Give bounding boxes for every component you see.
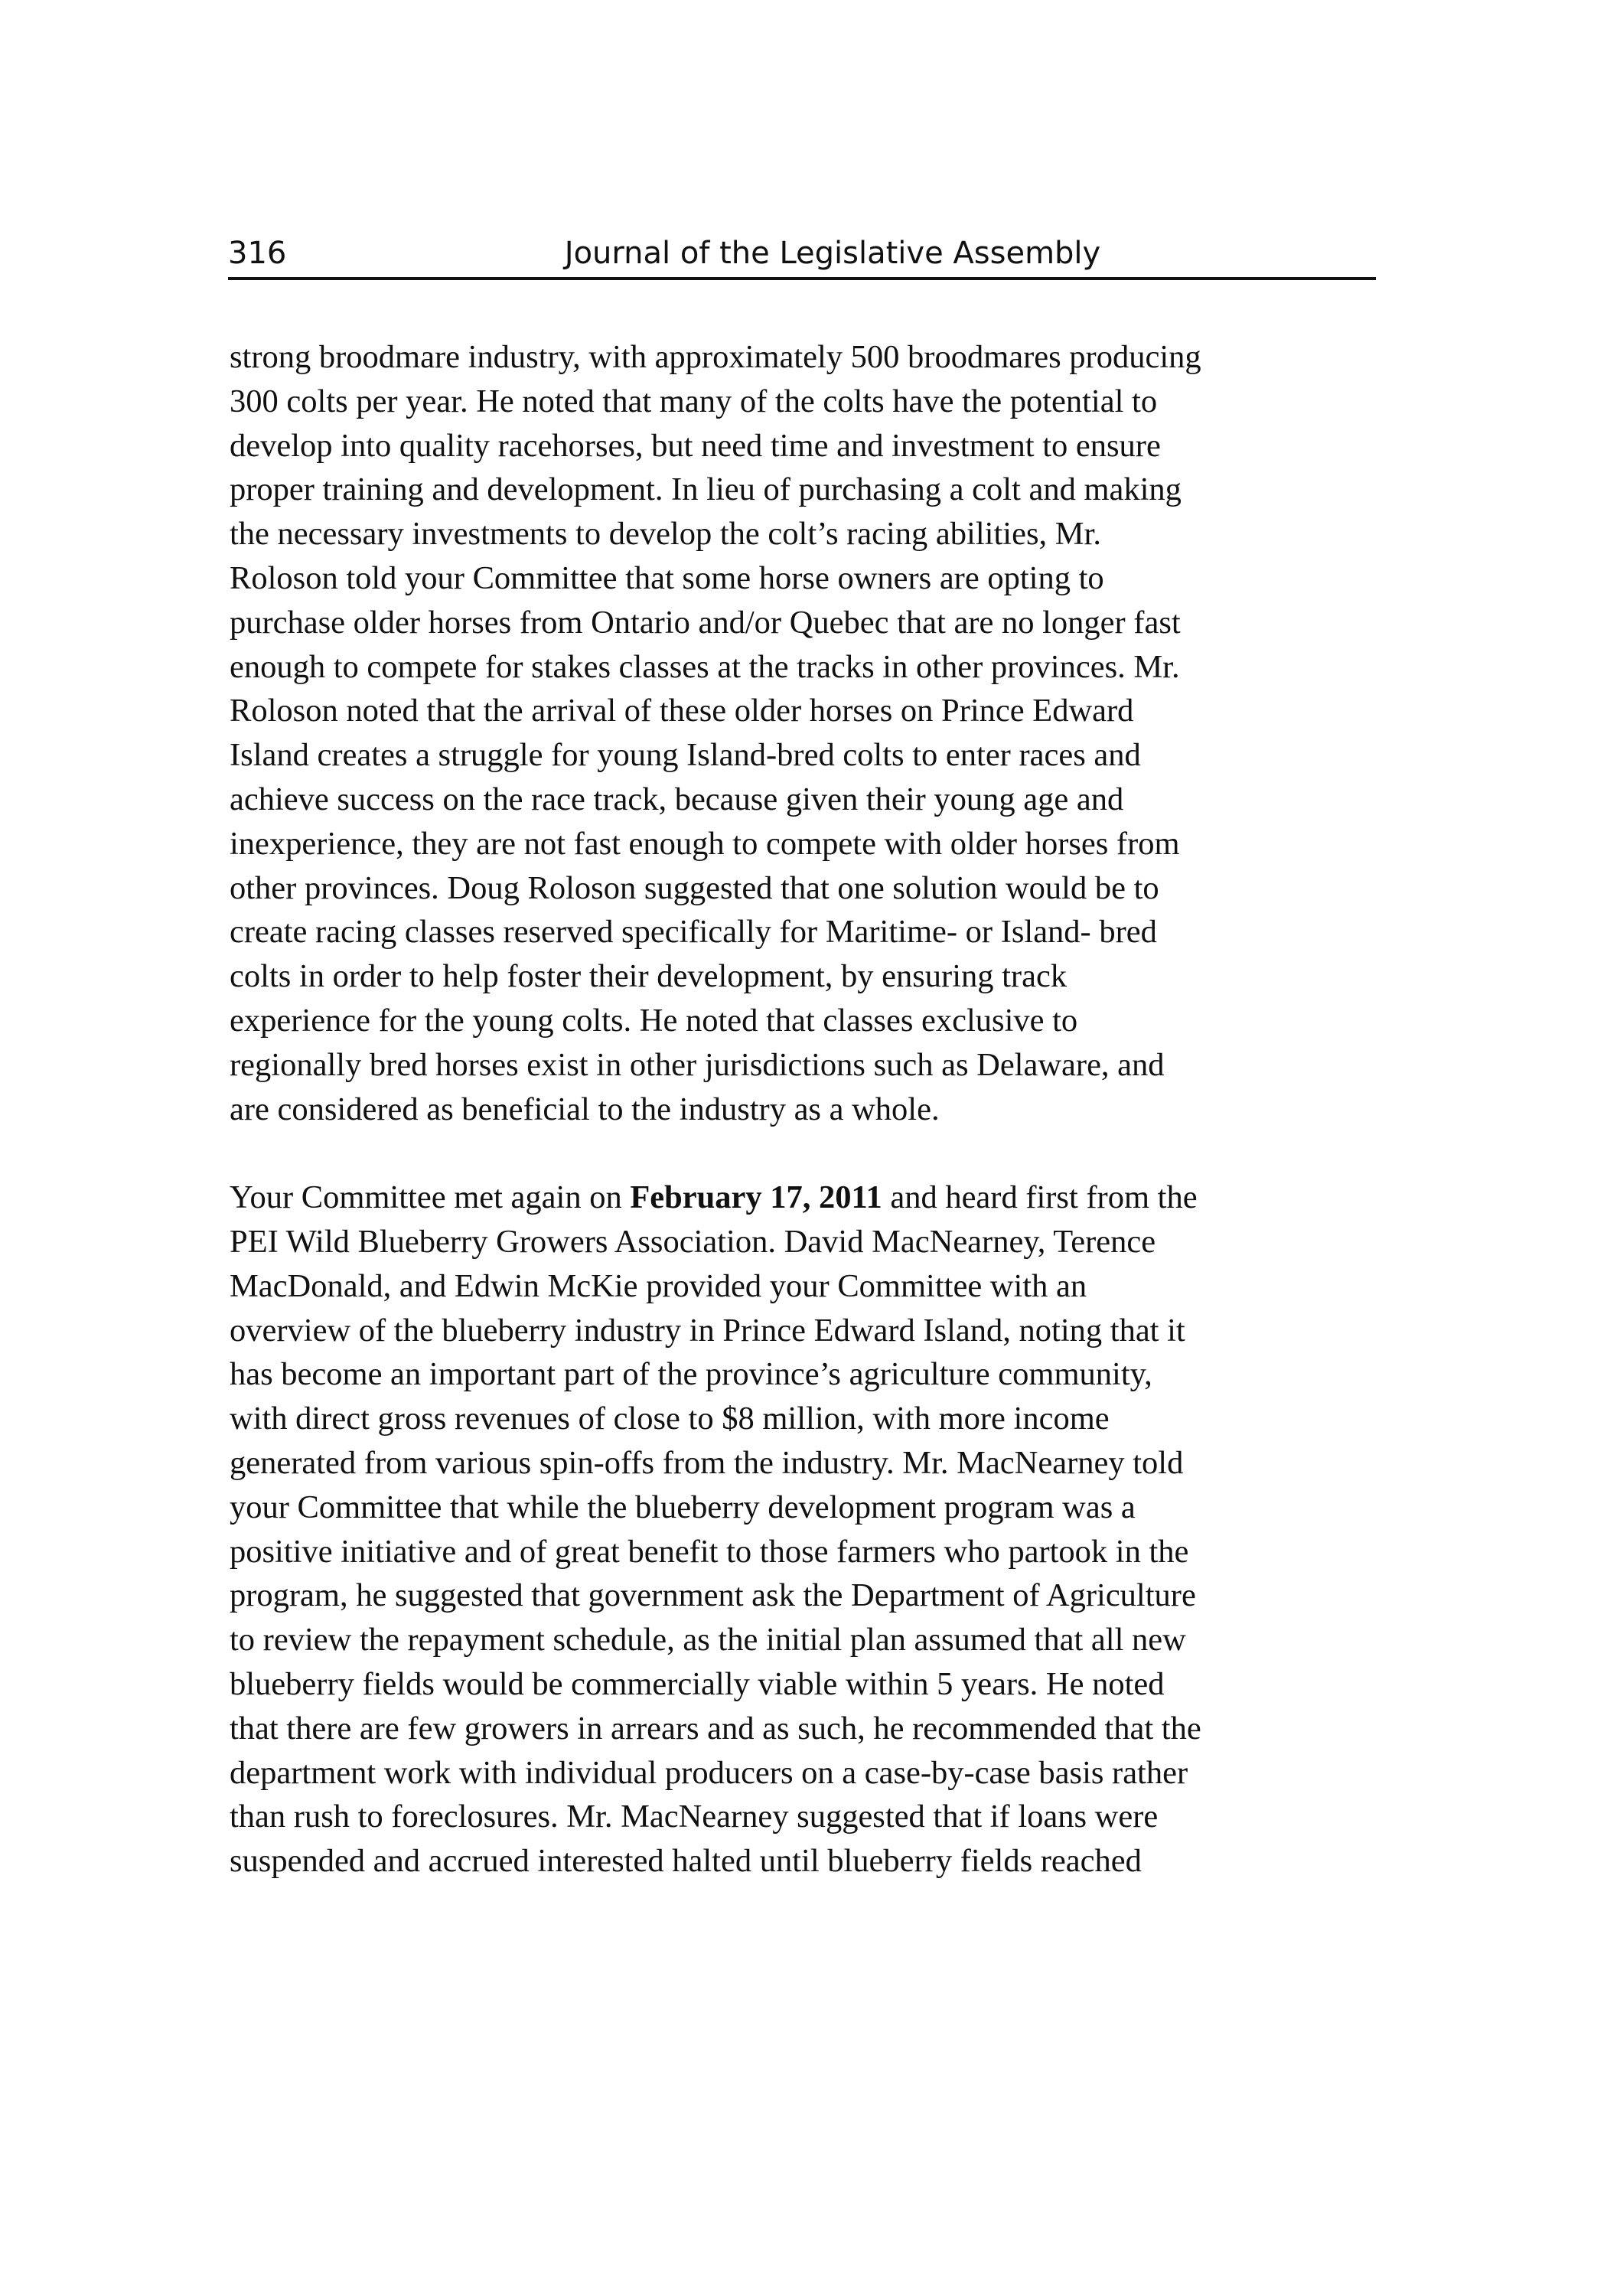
meeting-date: February 17, 2011	[630, 1179, 882, 1216]
paragraph-horse-racing	[230, 335, 1385, 1131]
text-segment: and heard first from the	[882, 1179, 1198, 1216]
body-text	[230, 335, 1385, 1883]
text-line: has become an important part of the province’s agriculture community,	[230, 1356, 1152, 1393]
text-line: create racing classes reserved specifically for Maritime- or Island- bred	[230, 914, 1157, 951]
text-line: that there are few growers in arrears and as such, he recommended that the	[230, 1710, 1201, 1746]
text-line: generated from various spin-offs from the industry. Mr. MacNearney told	[230, 1444, 1184, 1481]
text-line: the necessary investments to develop the colt’s racing abilities, Mr.	[230, 516, 1101, 553]
text-line: Roloson told your Committee that some horse owners are opting to	[230, 559, 1104, 596]
text-line: MacDonald, and Edwin McKie provided your Committee with an	[230, 1267, 1087, 1304]
text-line: colts in order to help foster their development, by ensuring track	[230, 958, 1068, 995]
text-line: suspended and accrued interested halted until blueberry fields reached	[230, 1843, 1142, 1880]
text-line: strong broodmare industry, with approximately 500 broodmares producing	[230, 339, 1201, 375]
text-line: 300 colts per year. He noted that many of the colts have the potential to	[230, 383, 1158, 419]
text-line: purchase older horses from Ontario and/or Quebec that are no longer fast	[230, 604, 1181, 641]
text-line: other provinces. Doug Roloson suggested that one solution would be to	[230, 869, 1159, 906]
text-line: with direct gross revenues of close to $8 million, with more income	[230, 1401, 1110, 1437]
text-line: achieve success on the race track, because given their young age and	[230, 781, 1124, 817]
text-line: PEI Wild Blueberry Growers Association. David MacNearney, Terence	[230, 1223, 1156, 1260]
text-line	[230, 1176, 1385, 1220]
text-line: to review the repayment schedule, as the initial plan assumed that all new	[230, 1622, 1186, 1658]
text-line: department work with individual producers on a case-by-case basis rather	[230, 1754, 1188, 1791]
text-line: are considered as beneficial to the industry as a whole.	[230, 1091, 940, 1127]
text-line: inexperience, they are not fast enough to compete with older horses from	[230, 825, 1180, 862]
text-line: regionally bred horses exist in other jurisdictions such as Delaware, and	[230, 1046, 1165, 1083]
running-title: Journal of the Legislative Assembly	[564, 236, 1101, 271]
text-line: program, he suggested that government ask the Department of Agriculture	[230, 1577, 1196, 1614]
text-line: blueberry fields would be commercially viable within 5 years. He noted	[230, 1665, 1165, 1702]
text-line: your Committee that while the blueberry development program was a	[230, 1489, 1136, 1525]
paragraph-blueberry-growers	[230, 1176, 1385, 1883]
text-segment: Your Committee met again on	[230, 1179, 631, 1216]
text-line: than rush to foreclosures. Mr. MacNearney suggested that if loans were	[230, 1799, 1159, 1835]
text-line: Island creates a struggle for young Island-bred colts to enter races and	[230, 737, 1141, 774]
text-line: proper training and development. In lieu of purchasing a colt and making	[230, 471, 1182, 508]
text-line: positive initiative and of great benefit to those farmers who partook in the	[230, 1533, 1189, 1570]
page-header	[228, 230, 1376, 280]
text-line: develop into quality racehorses, but need time and investment to ensure	[230, 427, 1161, 464]
text-line: enough to compete for stakes classes at the tracks in other provinces. Mr.	[230, 648, 1180, 685]
page-number: 316	[228, 236, 287, 271]
text-line: Roloson noted that the arrival of these older horses on Prince Edward	[230, 693, 1134, 729]
text-line: overview of the blueberry industry in Prince Edward Island, noting that it	[230, 1312, 1185, 1349]
text-line: experience for the young colts. He noted that classes exclusive to	[230, 1002, 1078, 1039]
